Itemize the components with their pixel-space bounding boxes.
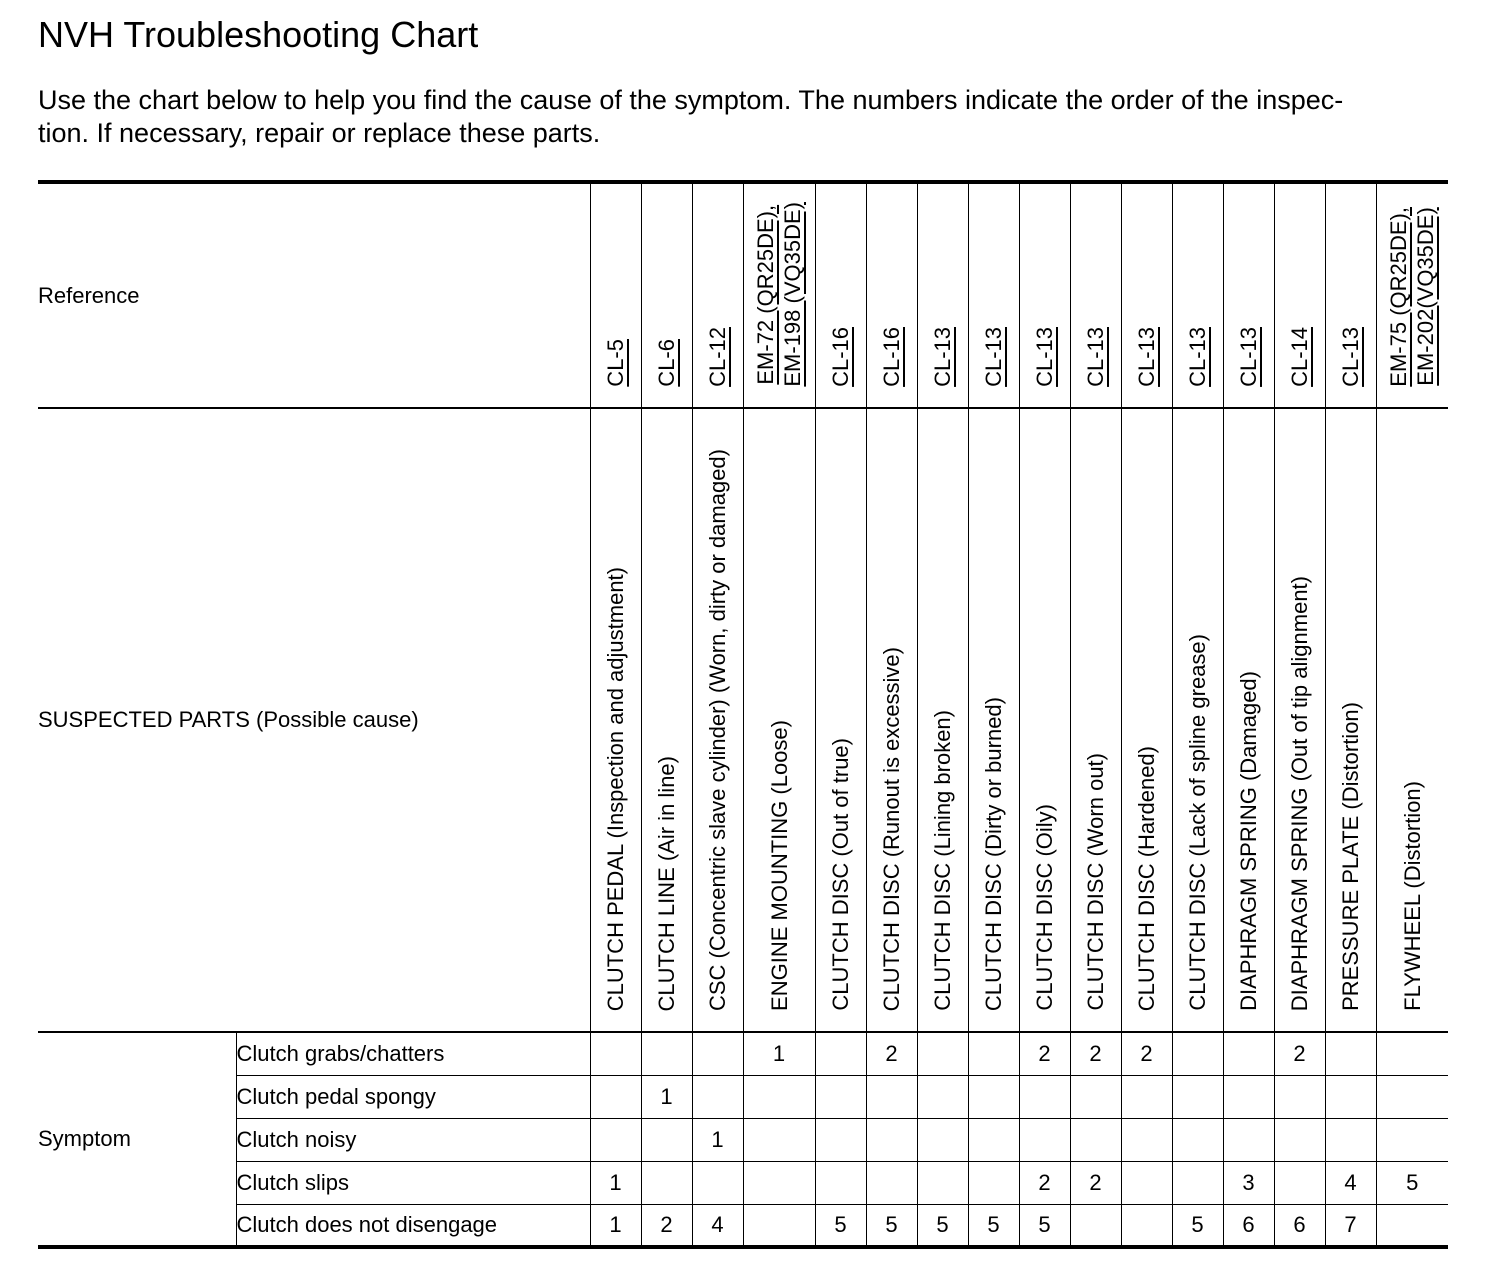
inspection-order-cell (1019, 1118, 1070, 1161)
suspected-part-label: CLUTCH PEDAL (Inspection and adjustment) (603, 566, 628, 1011)
suspected-part-cell (917, 408, 968, 1032)
inspection-order-cell (1172, 1032, 1223, 1075)
inspection-order-cell: 5 (866, 1204, 917, 1247)
symptom-name: Clutch pedal spongy (236, 1075, 590, 1118)
suspected-part-label: FLYWHEEL (Distortion) (1399, 781, 1425, 1011)
reference-cell (641, 182, 692, 408)
inspection-order-cell (1121, 1075, 1172, 1118)
inspection-order-cell (1070, 1075, 1121, 1118)
inspection-order-cell: 5 (815, 1204, 866, 1247)
suspected-part-label: PRESSURE PLATE (Distortion) (1338, 702, 1363, 1011)
suspected-part-cell (1325, 408, 1376, 1032)
inspection-order-cell (641, 1032, 692, 1075)
inspection-order-cell: 2 (1070, 1032, 1121, 1075)
suspected-parts-row (38, 408, 1448, 1032)
reference-label: Reference (38, 182, 590, 408)
inspection-order-cell (692, 1075, 743, 1118)
reference-link[interactable] (1286, 327, 1313, 387)
reference-line: CL-13 (981, 327, 1006, 387)
inspection-order-cell (968, 1161, 1019, 1204)
reference-line: EM-75 (QR25DE), (1386, 207, 1412, 387)
reference-line: CL-13 (1236, 327, 1261, 387)
inspection-order-cell (1223, 1075, 1274, 1118)
reference-cell (815, 182, 866, 408)
reference-link[interactable] (1337, 327, 1364, 387)
inspection-order-cell (815, 1161, 866, 1204)
suspected-part-cell (1121, 408, 1172, 1032)
inspection-order-cell: 1 (590, 1204, 641, 1247)
inspection-order-cell (917, 1118, 968, 1161)
inspection-order-cell (743, 1118, 815, 1161)
nvh-troubleshooting-table (38, 180, 1448, 1249)
reference-link[interactable] (1235, 327, 1262, 387)
inspection-order-cell (968, 1118, 1019, 1161)
reference-cell (743, 182, 815, 408)
inspection-order-cell (590, 1118, 641, 1161)
inspection-order-cell: 2 (1121, 1032, 1172, 1075)
reference-line: EM-202(VQ35DE) (1413, 207, 1439, 387)
inspection-order-cell: 2 (1019, 1161, 1070, 1204)
inspection-order-cell (1172, 1161, 1223, 1204)
reference-line: CL-13 (1134, 327, 1159, 387)
suspected-part-cell (641, 408, 692, 1032)
inspection-order-cell (866, 1118, 917, 1161)
inspection-order-cell (1376, 1032, 1448, 1075)
intro-paragraph (38, 84, 1458, 150)
suspected-part-label: CLUTCH DISC (Runout is excessive) (879, 646, 904, 1011)
inspection-order-cell: 3 (1223, 1161, 1274, 1204)
reference-cell (866, 182, 917, 408)
reference-link[interactable] (1082, 327, 1109, 387)
suspected-part-label: CLUTCH DISC (Worn out) (1083, 753, 1108, 1011)
inspection-order-cell (968, 1075, 1019, 1118)
suspected-part-label: CLUTCH DISC (Dirty or burned) (981, 696, 1006, 1011)
suspected-part-cell (743, 408, 815, 1032)
inspection-order-cell (590, 1032, 641, 1075)
inspection-order-cell (641, 1161, 692, 1204)
reference-line: CL-13 (1185, 327, 1210, 387)
inspection-order-cell: 6 (1274, 1204, 1325, 1247)
inspection-order-cell: 1 (641, 1075, 692, 1118)
reference-cell (1325, 182, 1376, 408)
inspection-order-cell (815, 1075, 866, 1118)
reference-link[interactable] (980, 327, 1007, 387)
reference-cell (968, 182, 1019, 408)
symptom-row (38, 1032, 1448, 1075)
suspected-part-cell (1070, 408, 1121, 1032)
reference-cell (1172, 182, 1223, 408)
reference-link[interactable] (1184, 327, 1211, 387)
page-title: NVH Troubleshooting Chart (38, 14, 479, 55)
inspection-order-cell: 2 (1274, 1032, 1325, 1075)
reference-cell (1019, 182, 1070, 408)
inspection-order-cell: 2 (641, 1204, 692, 1247)
inspection-order-cell (815, 1118, 866, 1161)
reference-line: CL-16 (879, 327, 904, 387)
reference-line: CL-13 (1338, 327, 1363, 387)
reference-cell (1121, 182, 1172, 408)
reference-row (38, 182, 1448, 408)
reference-link[interactable] (1385, 207, 1439, 387)
inspection-order-cell (1274, 1075, 1325, 1118)
inspection-order-cell (1325, 1075, 1376, 1118)
suspected-part-label: ENGINE MOUNTING (Loose) (766, 720, 792, 1011)
inspection-order-cell: 5 (1019, 1204, 1070, 1247)
reference-link[interactable] (653, 339, 680, 387)
inspection-order-cell (1172, 1118, 1223, 1161)
inspection-order-cell (917, 1161, 968, 1204)
inspection-order-cell (1376, 1204, 1448, 1247)
inspection-order-cell (968, 1032, 1019, 1075)
inspection-order-cell: 6 (1223, 1204, 1274, 1247)
reference-line: CL-16 (828, 327, 853, 387)
symptom-name: Clutch grabs/chatters (236, 1032, 590, 1075)
suspected-part-label: DIAPHRAGM SPRING (Out of tip alignment) (1287, 575, 1312, 1011)
inspection-order-cell (1223, 1118, 1274, 1161)
suspected-part-label: CLUTCH LINE (Air in line) (654, 755, 679, 1011)
intro-line: Use the chart below to help you find the cause of the symptom. The numbers indicate the order of the inspec- (38, 85, 1344, 115)
suspected-part-cell (1223, 408, 1274, 1032)
reference-line: EM-72 (QR25DE), (753, 204, 778, 385)
suspected-parts-label: SUSPECTED PARTS (Possible cause) (38, 408, 590, 1032)
reference-cell (1376, 182, 1448, 408)
suspected-part-label: CLUTCH DISC (Lack of spline grease) (1185, 634, 1210, 1011)
reference-link[interactable] (602, 339, 629, 387)
inspection-order-cell (1274, 1161, 1325, 1204)
inspection-order-cell: 5 (968, 1204, 1019, 1247)
suspected-part-cell (1376, 408, 1448, 1032)
inspection-order-cell (641, 1118, 692, 1161)
reference-link[interactable] (704, 327, 731, 387)
reference-cell (1274, 182, 1325, 408)
reference-line: CL-13 (1083, 327, 1108, 387)
inspection-order-cell: 4 (1325, 1161, 1376, 1204)
symptom-row (38, 1075, 1448, 1118)
reference-link[interactable] (827, 327, 854, 387)
inspection-order-cell (1172, 1075, 1223, 1118)
suspected-part-label: DIAPHRAGM SPRING (Damaged) (1236, 671, 1261, 1011)
reference-link[interactable] (929, 327, 956, 387)
suspected-part-cell (1019, 408, 1070, 1032)
inspection-order-cell: 2 (866, 1032, 917, 1075)
inspection-order-cell (743, 1161, 815, 1204)
symptom-name: Clutch does not disengage (236, 1204, 590, 1247)
reference-link[interactable] (1031, 327, 1058, 387)
reference-cell (1070, 182, 1121, 408)
reference-line: CL-12 (705, 327, 730, 387)
inspection-order-cell (1274, 1118, 1325, 1161)
inspection-order-cell (1121, 1118, 1172, 1161)
inspection-order-cell (917, 1075, 968, 1118)
suspected-part-label: CLUTCH DISC (Out of true) (828, 738, 853, 1011)
symptom-row (38, 1118, 1448, 1161)
inspection-order-cell (1019, 1075, 1070, 1118)
reference-link[interactable] (878, 327, 905, 387)
suspected-part-cell (692, 408, 743, 1032)
inspection-order-cell (866, 1161, 917, 1204)
inspection-order-cell (1376, 1118, 1448, 1161)
symptom-name: Clutch noisy (236, 1118, 590, 1161)
symptom-row (38, 1204, 1448, 1247)
symptom-row (38, 1161, 1448, 1204)
inspection-order-cell: 7 (1325, 1204, 1376, 1247)
inspection-order-cell (1121, 1161, 1172, 1204)
suspected-part-cell (815, 408, 866, 1032)
reference-line: CL-13 (930, 327, 955, 387)
reference-line: CL-13 (1032, 327, 1057, 387)
suspected-part-cell (1172, 408, 1223, 1032)
inspection-order-cell: 2 (1070, 1161, 1121, 1204)
inspection-order-cell: 5 (917, 1204, 968, 1247)
suspected-part-cell (590, 408, 641, 1032)
suspected-part-label: CLUTCH DISC (Oily) (1032, 804, 1057, 1011)
reference-cell (917, 182, 968, 408)
symptom-name: Clutch slips (236, 1161, 590, 1204)
inspection-order-cell (743, 1204, 815, 1247)
reference-cell (590, 182, 641, 408)
inspection-order-cell (1376, 1075, 1448, 1118)
inspection-order-cell: 1 (692, 1118, 743, 1161)
inspection-order-cell (743, 1075, 815, 1118)
inspection-order-cell: 4 (692, 1204, 743, 1247)
suspected-part-cell (866, 408, 917, 1032)
reference-line: CL-14 (1287, 327, 1312, 387)
inspection-order-cell: 5 (1376, 1161, 1448, 1204)
inspection-order-cell: 1 (590, 1161, 641, 1204)
reference-cell (1223, 182, 1274, 408)
inspection-order-cell (917, 1032, 968, 1075)
inspection-order-cell: 1 (743, 1032, 815, 1075)
inspection-order-cell (692, 1032, 743, 1075)
suspected-part-label: CLUTCH DISC (Hardened) (1134, 745, 1159, 1011)
suspected-part-label: CLUTCH DISC (Lining broken) (930, 710, 955, 1011)
inspection-order-cell: 5 (1172, 1204, 1223, 1247)
inspection-order-cell: 2 (1019, 1032, 1070, 1075)
intro-line: tion. If necessary, repair or replace these parts. (38, 118, 601, 148)
inspection-order-cell (590, 1075, 641, 1118)
inspection-order-cell (1070, 1204, 1121, 1247)
inspection-order-cell (1121, 1204, 1172, 1247)
inspection-order-cell (815, 1032, 866, 1075)
reference-link[interactable] (1133, 327, 1160, 387)
reference-line: CL-5 (603, 339, 628, 387)
reference-cell (692, 182, 743, 408)
inspection-order-cell (1325, 1032, 1376, 1075)
suspected-part-cell (968, 408, 1019, 1032)
reference-link[interactable] (752, 202, 806, 387)
suspected-part-label: CSC (Concentric slave cylinder) (Worn, dirty or damaged) (705, 449, 730, 1011)
reference-line: CL-6 (654, 339, 679, 387)
suspected-part-cell (1274, 408, 1325, 1032)
inspection-order-cell (692, 1161, 743, 1204)
inspection-order-cell (866, 1075, 917, 1118)
reference-line: EM-198 (VQ35DE) (780, 202, 805, 387)
inspection-order-cell (1070, 1118, 1121, 1161)
inspection-order-cell (1325, 1118, 1376, 1161)
inspection-order-cell (1223, 1032, 1274, 1075)
symptom-group-label: Symptom (38, 1126, 131, 1151)
